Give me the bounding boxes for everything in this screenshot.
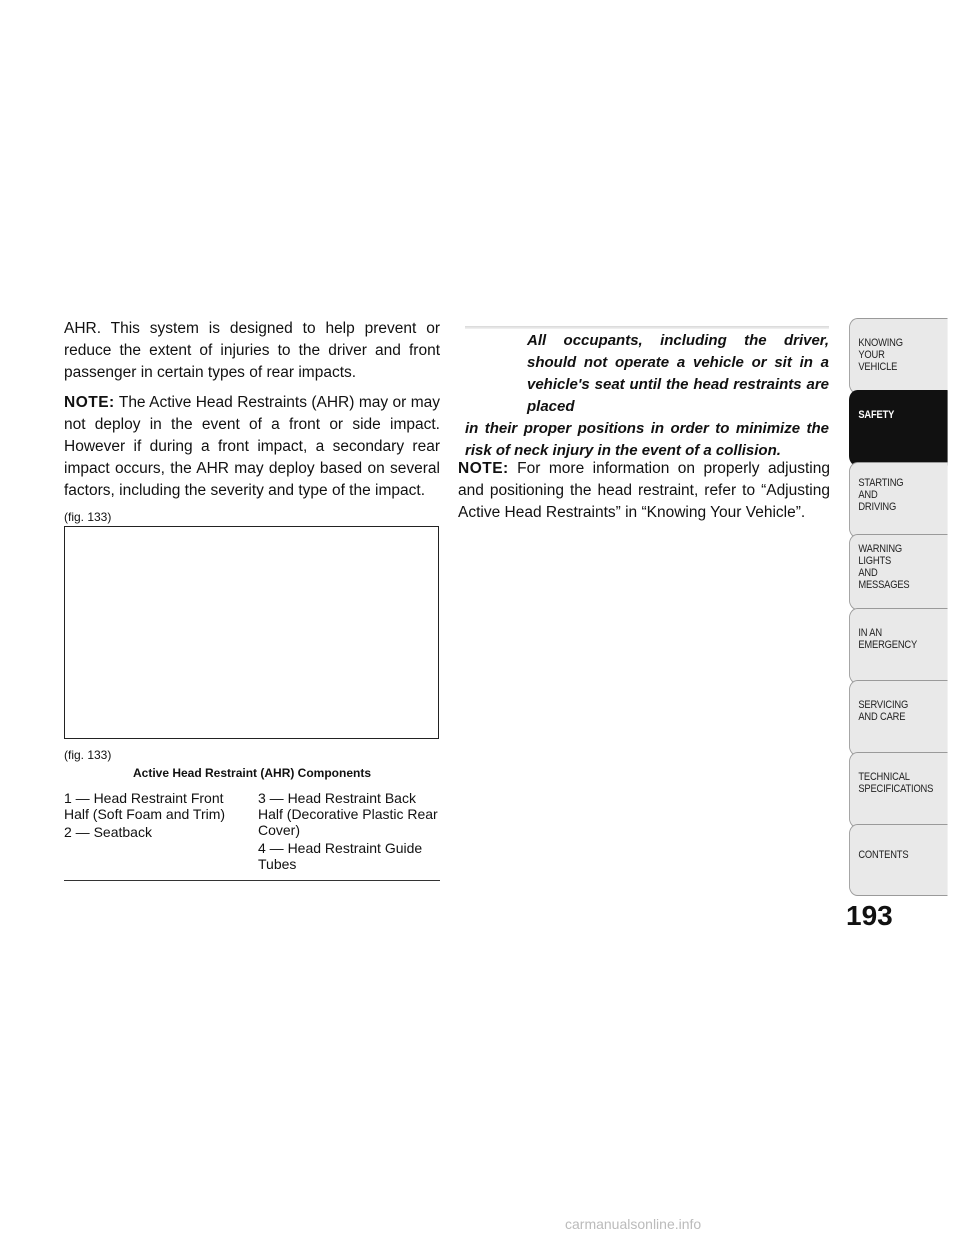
tab-servicing-and-care[interactable] [849,680,948,756]
warning-divider [465,326,829,329]
page-number: 193 [846,900,893,931]
legend-left-column [64,790,244,842]
figure-image [64,526,439,739]
note-text: For more information on properly adjusting and positioning the head restraint, refer to “Adjusting Active Head Restraints” in “Knowing Your Vehicle”. [458,459,830,521]
warning-text-indented: All occupants, including the driver, should not operate a vehicle or sit in a vehicle's seat until the head restraints are placed [527,332,829,415]
watermark-footer: carmanualsonline.info [565,1216,702,1232]
legend-item: 1 — Head Restraint Front Half (Soft Foam and Trim) [64,790,226,822]
tab-label: SERVICING AND CARE [858,699,909,723]
tab-warning-lights-and-messages[interactable] [849,534,948,610]
intro-paragraph: AHR. This system is designed to help prevent or reduce the extent of injuries to the driver and front passenger in certain types of rear impacts. [64,320,440,381]
warning-block [465,330,829,462]
note-paragraph [64,392,440,502]
tab-label: WARNING LIGHTS AND MESSAGES [858,543,910,591]
tab-label: KNOWING YOUR VEHICLE [858,337,903,373]
tab-technical-specifications[interactable] [849,752,948,828]
legend-item: 2 — Seatback [64,824,152,840]
legend-divider [64,880,440,881]
tab-starting-and-driving[interactable] [849,462,948,538]
tab-in-an-emergency[interactable] [849,608,948,684]
note-text: The Active Head Restraints (AHR) may or may not deploy in the event of a front or side impact. However if during a front impact, a secondary rear impact occurs, the AHR may deploy based on several factors, including the severity and type of the impact. [64,394,440,499]
tab-label: STARTING AND DRIVING [858,477,904,513]
tab-label: SAFETY [858,409,895,421]
figure-caption-ref: (fig. 133) [64,748,112,762]
figure-caption-title: Active Head Restraint (AHR) Components [132,766,372,780]
warning-text-full: in their proper positions in order to minimize the risk of neck injury in the event of a collision. [465,420,829,459]
tab-label: IN AN EMERGENCY [858,627,918,651]
legend-item: 4 — Head Restraint Guide Tubes [258,840,423,872]
tab-label: TECHNICAL SPECIFICATIONS [858,771,934,795]
left-column [64,318,440,524]
legend-item: 3 — Head Restraint Back Half (Decorative Plastic Rear Cover) [258,790,438,838]
note-label: NOTE: [458,459,509,477]
tab-label: CONTENTS [858,849,909,861]
note-paragraph-right [458,458,830,524]
tab-knowing-your-vehicle[interactable] [849,318,948,394]
figure-reference: (fig. 133) [64,510,112,524]
tab-contents[interactable] [849,824,948,896]
tab-safety[interactable] [849,390,948,466]
legend-right-column [258,790,440,874]
note-label: NOTE: [64,394,115,411]
